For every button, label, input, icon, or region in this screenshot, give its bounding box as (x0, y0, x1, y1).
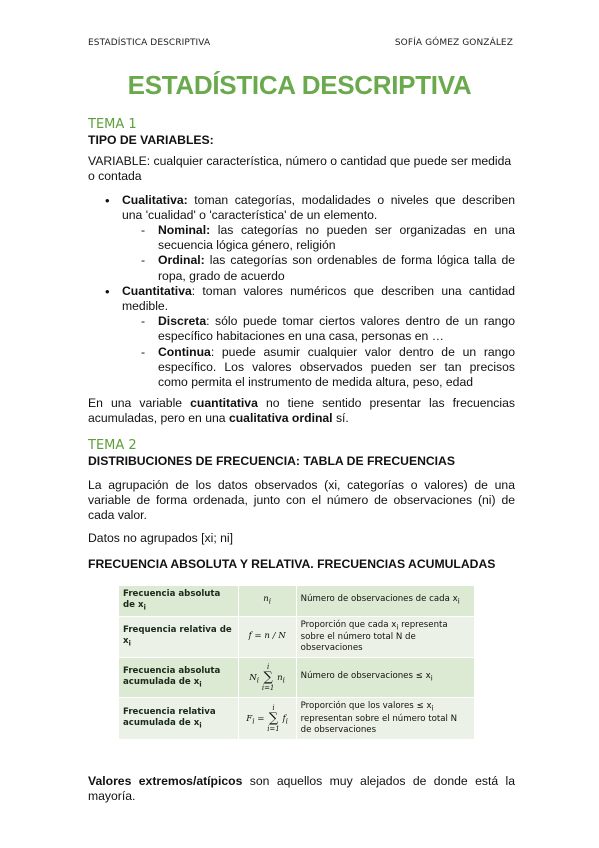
frequency-table (118, 585, 475, 740)
table-row (119, 698, 475, 740)
text-cuantitativa: : toman valores numéricos que describen una cantidad medible. (122, 283, 515, 314)
list-item-cuantitativa (122, 284, 515, 390)
row-desc: Número de observaciones de cada x (300, 594, 458, 605)
term-continua: Continua (158, 344, 211, 359)
list-item-cualitativa (122, 193, 515, 284)
row-formula-sub: i (252, 716, 255, 726)
row-name: Frecuencia absoluta de x (123, 588, 221, 610)
table-row (119, 616, 475, 658)
document-body (88, 116, 515, 812)
text-valores-extremos: son aquellos muy alejados de donde está la mayoría. (88, 774, 516, 804)
row-name: Frequencia relativa de x (123, 625, 232, 647)
row-formula: F (246, 714, 253, 725)
cualitativa-sublist (122, 223, 515, 284)
term-ordinal: Ordinal: (158, 253, 205, 268)
table-cell-desc (296, 585, 474, 616)
table-cell-name (119, 616, 239, 658)
row-formula-sub: i (268, 597, 272, 607)
row-formula-sub: i (256, 676, 260, 686)
note-text-a: En una variable (88, 396, 191, 411)
table-cell-name (119, 658, 239, 698)
header-left: ESTADÍSTICA DESCRIPTIVA (88, 38, 211, 48)
table-cell-desc (296, 658, 474, 698)
row-desc-sub: i (430, 674, 433, 684)
table-cell-formula (238, 585, 296, 616)
cuantitativa-sublist (122, 314, 515, 390)
term-valores-extremos: Valores extremos/atípicos (88, 774, 243, 789)
summation-icon: i ∑ i=1 (267, 704, 280, 734)
variable-definition: VARIABLE: cualquier característica, número o cantidad que puede ser medida o contada (88, 154, 512, 184)
note-term-ordinal: cualitativa ordinal (228, 411, 333, 426)
section-label-tema1: TEMA 1 (88, 117, 137, 132)
agrupacion-paragraph: La agrupación de los datos observados (xi, categorías o valores) de una variable de forma ordenada, junto con el número de observaciones (ni) de cada valor. (88, 477, 515, 523)
row-desc-cont: representan sobre el número total N de observaciones (300, 714, 458, 736)
text-discreta: : sólo puede tomar ciertos valores dentro de un rango específico habitaciones en una casa, personas en … (158, 314, 515, 344)
row-desc-sub: i (396, 622, 399, 632)
note-term-cuantitativa: cuantitativa (190, 396, 258, 411)
row-desc-sub: i (457, 597, 460, 607)
list-item-continua (158, 345, 515, 391)
table-cell-desc (296, 616, 474, 658)
section-subtitle-distribuciones: DISTRIBUCIONES DE FRECUENCIA: TABLA DE FRECUENCIAS (88, 453, 455, 468)
page-header (88, 38, 513, 48)
list-item-discreta (158, 314, 515, 344)
table-cell-formula (238, 616, 296, 658)
row-desc-cont: representa sobre el número total N de observaciones (300, 619, 448, 654)
table-cell-name (119, 585, 239, 616)
note-text-c: no tiene sentido presentar las frecuencias acumuladas, pero en una (88, 396, 515, 426)
table-row (119, 585, 475, 616)
text-cualitativa: toman categorías, modalidades o niveles que describen una 'cualidad' o 'característica' de un elemento. (122, 192, 515, 222)
valores-extremos-paragraph (88, 774, 515, 804)
header-right: SOFÍA GÓMEZ GONZÁLEZ (394, 38, 513, 48)
table-cell-formula: $F_i = i$ ∑ i=1 $f_i$ (238, 698, 296, 740)
row-formula: N (249, 673, 257, 684)
table-cell-formula: $N_i$ i ∑ i=1 $n_i$ (238, 658, 296, 698)
row-name: Frecuencia relativa acumulada de x (123, 706, 216, 728)
row-desc-sub: i (431, 704, 434, 714)
document-title: ESTADÍSTICA DESCRIPTIVA (127, 70, 472, 100)
term-discreta: Discreta (158, 314, 207, 329)
row-desc: Número de observaciones ≤ x (300, 671, 431, 682)
row-name: Frecuencia absoluta acumulada de x (123, 665, 221, 687)
table-cell-desc (296, 698, 474, 740)
term-nominal: Nominal: (158, 223, 211, 238)
section-subtitle-variables: TIPO DE VARIABLES: (88, 133, 214, 147)
text-nominal: las categorías no pueden ser organizadas en una secuencia lógica género, religión (158, 223, 515, 253)
row-name-sub: i (143, 602, 146, 612)
list-item-nominal (158, 223, 515, 253)
summation-icon: i ∑ i=1 (261, 663, 275, 693)
text-continua: : puede asumir cualquier valor dentro de un rango específico. Los valores observados pueden ser tan precisos como permita el instrumento de medida altura, peso, edad (158, 344, 515, 390)
row-desc: Proporción que los valores ≤ x (300, 701, 432, 712)
row-formula: n (263, 594, 269, 605)
row-formula: f = n / N (248, 631, 286, 642)
text-ordinal: las categorías son ordenables de forma lógica talla de ropa, grado de acuerdo (158, 253, 515, 283)
row-name-sub: i (199, 720, 202, 730)
table-cell-name (119, 698, 239, 740)
section-subtitle-frecuencias: FRECUENCIA ABSOLUTA Y RELATIVA. FRECUENCIAS ACUMULADAS (88, 556, 496, 571)
row-desc: Proporción que cada x (300, 619, 397, 630)
term-cuantitativa: Cuantitativa (122, 283, 192, 298)
note-text-e: sí. (332, 411, 349, 426)
datos-no-agrupados: Datos no agrupados [xi; ni] (88, 531, 233, 546)
row-name-sub: i (128, 638, 131, 648)
note-paragraph (88, 396, 515, 426)
section-label-tema2: TEMA 2 (88, 437, 137, 453)
variable-types-list (88, 193, 515, 391)
term-cualitativa: Cualitativa: (122, 192, 188, 207)
table-row (119, 658, 475, 698)
list-item-ordinal (158, 253, 515, 283)
row-name-sub: i (199, 679, 202, 689)
